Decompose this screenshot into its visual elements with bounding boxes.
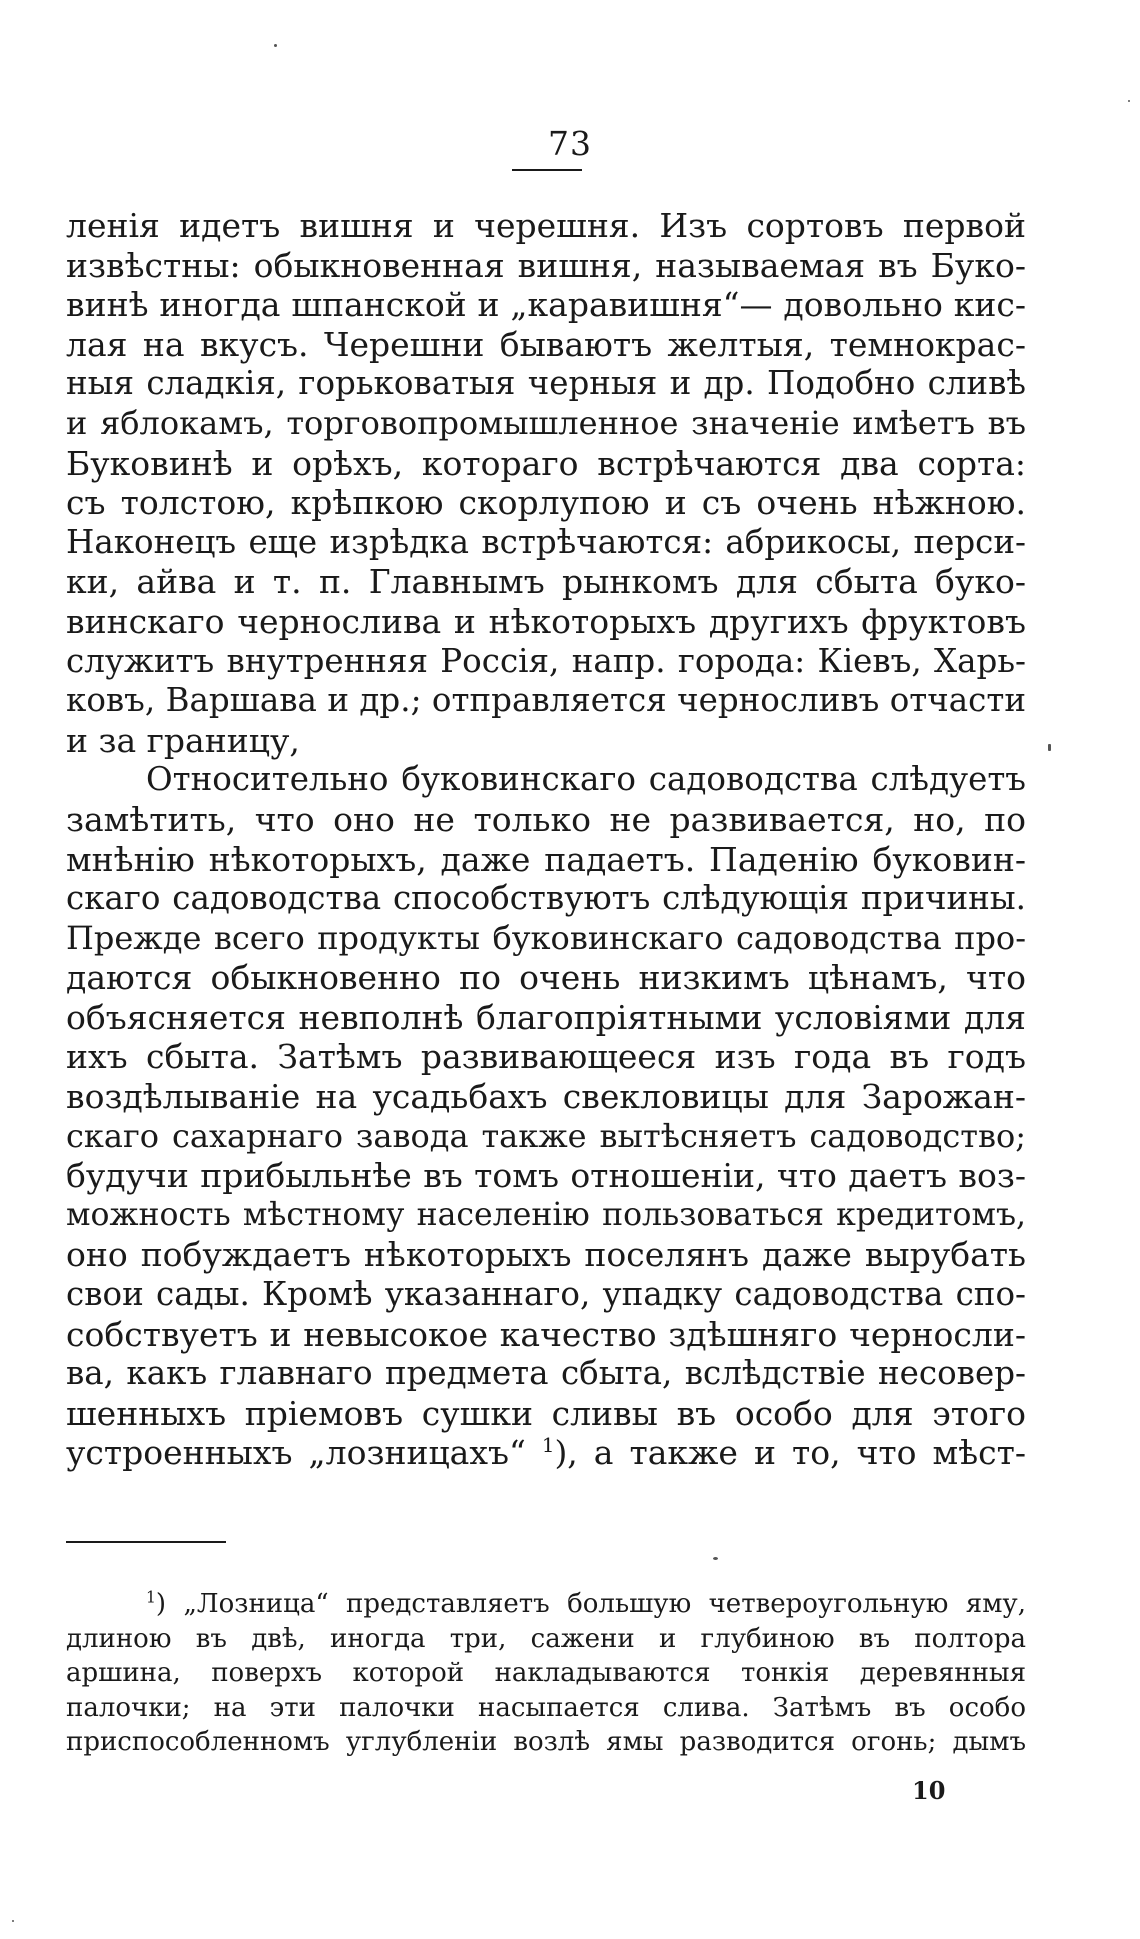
ink-speck bbox=[713, 1557, 718, 1560]
footnote-line: длиною въ двѣ, иногда три, сажени и глубиною въ полтора bbox=[66, 1623, 1026, 1654]
body-text bbox=[66, 206, 1026, 1473]
body-line: ковъ, Варшава и др.; отправляется черносливъ отчасти bbox=[66, 681, 1026, 720]
page-number: 73 bbox=[548, 124, 592, 163]
body-line: собствуетъ и невысокое качество здѣшняго черносли- bbox=[66, 1314, 1026, 1354]
body-line: ныя сладкія, горьковатыя черныя и др. Подобно сливѣ bbox=[66, 364, 1026, 403]
body-line: свои сады. Кромѣ указаннаго, упадку садоводства спо- bbox=[66, 1275, 1026, 1314]
body-line: даются обыкновенно по очень низкимъ цѣнамъ, что bbox=[66, 958, 1026, 998]
body-line: ва, какъ главнаго предмета сбыта, вслѣдствіе несовер- bbox=[66, 1354, 1026, 1393]
body-line: съ толстою, крѣпкою скорлупою и съ очень нѣжною. bbox=[66, 483, 1026, 523]
body-line: замѣтить, что оно не только не развивается, но, по bbox=[66, 799, 1026, 839]
body-line: воздѣлываніе на усадьбахъ свекловицы для Зарожан- bbox=[66, 1077, 1026, 1117]
body-line: мнѣнію нѣкоторыхъ, даже падаетъ. Паденію буковин- bbox=[66, 839, 1026, 879]
footnote-marker: 1 bbox=[146, 1588, 156, 1607]
body-line: винскаго чернослива и нѣкоторыхъ другихъ фруктовъ bbox=[66, 601, 1026, 641]
paragraph-start-line: Относительно буковинскаго садоводства слѣдуетъ bbox=[146, 760, 1026, 799]
body-line-text: устроенныхъ „лозницахъ“ bbox=[66, 1433, 542, 1473]
body-line: винѣ иногда шпанской и „каравишня“— довольно кис- bbox=[66, 285, 1026, 325]
body-line: шенныхъ пріемовъ сушки сливы въ особо для этого bbox=[66, 1393, 1026, 1433]
body-line: и за границу, bbox=[66, 720, 300, 760]
footnote-line: палочки; на эти палочки насыпается слива. Затѣмъ въ особо bbox=[66, 1692, 1026, 1723]
body-line: скаго садоводства способствуютъ слѣдующія причины. bbox=[66, 879, 1026, 918]
footnote-text: ) „Лозница“ представляетъ большую четвероугольную яму, bbox=[155, 1589, 1026, 1619]
footnote-line: аршина, поверхъ которой накладываются тонкія деревянныя bbox=[66, 1658, 1026, 1688]
body-line: можность мѣстному населенію пользоваться кредитомъ, bbox=[66, 1196, 1026, 1233]
body-line: оно побуждаетъ нѣкоторыхъ поселянъ даже вырубать bbox=[66, 1235, 1026, 1275]
printer-signature-mark: 10 bbox=[912, 1776, 946, 1805]
body-line: и яблокамъ, торговопромышленное значеніе имѣетъ въ bbox=[66, 403, 1026, 442]
body-line: будучи прибыльнѣе въ томъ отношеніи, что даетъ воз- bbox=[66, 1156, 1026, 1196]
body-line: ки, айва и т. п. Главнымъ рынкомъ для сбыта буко- bbox=[66, 562, 1026, 602]
body-line: ленія идетъ вишня и черешня. Изъ сортовъ первой bbox=[66, 206, 1026, 245]
ink-speck bbox=[1128, 100, 1130, 102]
footnote bbox=[66, 1587, 1026, 1760]
ink-speck bbox=[274, 44, 277, 47]
footnote-separator bbox=[66, 1541, 226, 1543]
page-number-rule bbox=[512, 169, 582, 171]
body-line: ихъ сбыта. Затѣмъ развивающееся изъ года въ годъ bbox=[66, 1037, 1026, 1077]
body-line: Наконецъ еще изрѣдка встрѣчаются: абрикосы, перси- bbox=[66, 522, 1026, 561]
footnote-reference: 1 bbox=[541, 1434, 555, 1458]
body-line-text: ), а также и то, что мѣст- bbox=[554, 1433, 1026, 1473]
body-line: Прежде всего продукты буковинскаго садоводства про- bbox=[66, 918, 1026, 957]
ink-speck bbox=[1048, 744, 1051, 751]
body-line-with-footnote-ref bbox=[66, 1433, 1026, 1473]
footnote-first-line bbox=[66, 1587, 1026, 1622]
body-line: извѣстны: обыкновенная вишня, называемая въ Буко- bbox=[66, 245, 1026, 285]
body-line: скаго сахарнаго завода также вытѣсняетъ садоводство; bbox=[66, 1116, 1026, 1155]
ink-speck bbox=[12, 1920, 14, 1922]
body-line: объясняется невполнѣ благопріятными условіями для bbox=[66, 997, 1026, 1037]
footnote-line: приспособленномъ углубленіи возлѣ ямы разводится огонь; дымъ bbox=[66, 1727, 1026, 1757]
body-line: Буковинѣ и орѣхъ, котораго встрѣчаются два сорта: bbox=[66, 443, 1026, 483]
body-line: лая на вкусъ. Черешни бываютъ желтыя, темнокрас- bbox=[66, 324, 1026, 364]
body-line: служитъ внутренняя Россія, напр. города: Кіевъ, Харь- bbox=[66, 641, 1026, 680]
